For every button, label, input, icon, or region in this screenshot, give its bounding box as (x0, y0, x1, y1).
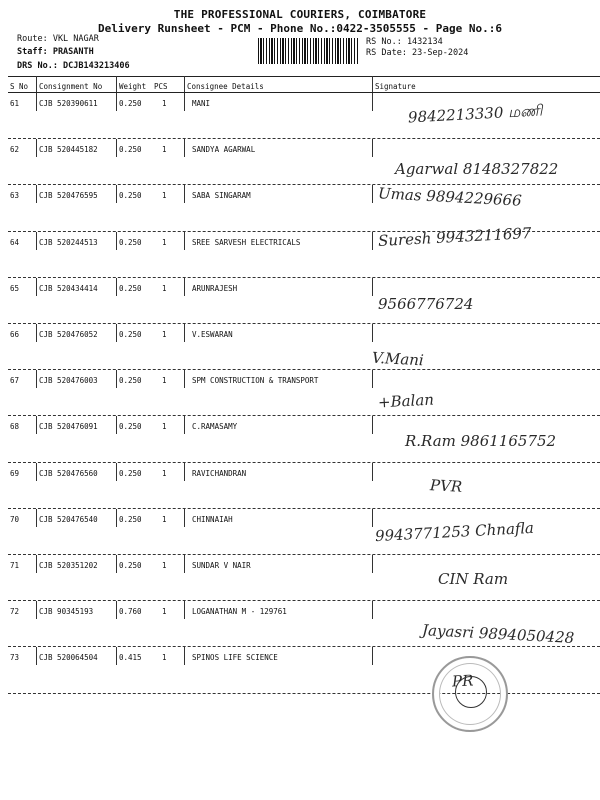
col-divider (36, 509, 37, 527)
row-weight: 0.250 (119, 283, 142, 293)
col-divider (116, 278, 117, 296)
row-separator (8, 646, 600, 647)
row-separator (8, 693, 600, 694)
row-signature: Umas 9894229666 (377, 184, 523, 210)
seal-center-mark (455, 676, 487, 708)
row-pcs: 1 (162, 376, 167, 386)
row-sno: 62 (10, 145, 20, 155)
col-divider (184, 416, 185, 434)
col-header-weight: Weight (119, 82, 147, 91)
col-divider (372, 416, 373, 434)
row-sno: 71 (10, 561, 20, 570)
row-consignment-no: CJB 520476540 (39, 514, 98, 524)
row-signature: 9566776724 (378, 295, 474, 313)
col-divider (116, 416, 117, 434)
row-separator (8, 415, 600, 416)
row-pcs: 1 (162, 145, 167, 155)
row-consignee: RAVICHANDRAN (192, 468, 247, 478)
row-consignment-no: CJB 520476091 (39, 422, 98, 432)
col-divider (184, 463, 185, 481)
col-divider (116, 463, 117, 481)
row-separator (8, 462, 600, 463)
row-consignment-no: CJB 520390611 (39, 99, 98, 108)
row-sno: 70 (10, 514, 20, 524)
col-divider (116, 324, 117, 342)
col-header-sno: S No (10, 82, 29, 91)
row-consignee: SABA SINGARAM (192, 191, 251, 201)
col-divider (116, 76, 117, 92)
col-divider (36, 601, 37, 619)
row-consignee: MANI (192, 99, 211, 108)
col-header-pcs: PCS (154, 82, 168, 91)
col-divider (184, 509, 185, 527)
row-weight: 0.250 (119, 468, 142, 478)
row-signature: Jayasri 9894050428 (421, 621, 575, 647)
col-divider (36, 232, 37, 250)
col-divider (116, 647, 117, 665)
row-signature: PVR (429, 476, 463, 496)
col-divider (372, 93, 373, 111)
row-pcs: 1 (162, 653, 167, 663)
row-separator (8, 184, 600, 185)
col-divider (184, 601, 185, 619)
col-divider (372, 232, 373, 250)
row-pcs: 1 (162, 99, 167, 108)
col-divider (372, 647, 373, 665)
row-consignment-no: CJB 520434414 (39, 283, 98, 293)
row-weight: 0.250 (119, 330, 142, 339)
row-consignee: SPM CONSTRUCTION & TRANSPORT (192, 376, 319, 386)
col-divider (184, 278, 185, 296)
row-sno: 73 (10, 653, 20, 663)
row-consignment-no: CJB 520476595 (39, 191, 98, 201)
col-divider (372, 324, 373, 342)
row-separator (8, 600, 600, 601)
row-signature: 9943771253 Chnafla (374, 518, 535, 546)
col-divider (372, 463, 373, 481)
col-divider (184, 76, 185, 92)
col-divider (184, 139, 185, 157)
row-sno: 61 (10, 99, 20, 108)
col-header-consignee: Consignee Details (187, 82, 264, 91)
company-title: THE PROFESSIONAL COURIERS, COIMBATORE (173, 8, 427, 21)
col-divider (372, 139, 373, 157)
col-divider (36, 463, 37, 481)
row-signature: CIN Ram (438, 570, 509, 588)
col-divider (36, 93, 37, 111)
row-signature: 9842213330 மணி (407, 101, 543, 127)
col-divider (116, 370, 117, 388)
row-sno: 65 (10, 283, 20, 293)
row-weight: 0.250 (119, 99, 142, 108)
row-consignee: SUNDAR V NAIR (192, 561, 251, 570)
col-header-consignment: Consignment No (39, 82, 103, 91)
row-separator (8, 323, 600, 324)
row-weight: 0.250 (119, 514, 142, 524)
row-pcs: 1 (162, 561, 167, 570)
rs-date: RS Date: 23-Sep-2024 (366, 48, 469, 58)
row-separator (8, 369, 600, 370)
row-consignee: ARUNRAJESH (192, 283, 238, 293)
row-pcs: 1 (162, 283, 167, 293)
row-sno: 64 (10, 237, 20, 247)
col-divider (116, 509, 117, 527)
row-consignment-no: CJB 520064504 (39, 653, 98, 663)
col-divider (116, 232, 117, 250)
route-label: Route: VKL NAGAR (17, 34, 99, 44)
col-divider (184, 232, 185, 250)
row-consignee: CHINNAIAH (192, 514, 233, 524)
row-sno: 72 (10, 607, 20, 617)
row-sno: 66 (10, 330, 20, 339)
col-divider (36, 647, 37, 665)
col-divider (116, 93, 117, 111)
col-divider (116, 555, 117, 573)
col-divider (372, 370, 373, 388)
rs-number: RS No.: 1432134 (366, 37, 443, 47)
row-separator (8, 277, 600, 278)
drs-label: DRS No.: DCJB143213406 (17, 61, 130, 71)
header-bottom-rule (8, 92, 600, 93)
row-weight: 0.415 (119, 653, 142, 663)
col-divider (36, 324, 37, 342)
barcode-graphic (258, 38, 358, 64)
row-consignment-no: CJB 520445182 (39, 145, 98, 155)
row-signature: R.Ram 9861165752 (405, 432, 557, 450)
col-divider (116, 139, 117, 157)
header-top-rule (8, 76, 600, 77)
col-divider (36, 139, 37, 157)
col-divider (372, 555, 373, 573)
row-signature: Agarwal 8148327822 (395, 160, 559, 178)
col-divider (116, 185, 117, 203)
col-divider (184, 185, 185, 203)
row-pcs: 1 (162, 468, 167, 478)
row-pcs: 1 (162, 330, 167, 339)
staff-label: Staff: PRASANTH (17, 47, 94, 57)
col-divider (116, 601, 117, 619)
row-weight: 0.760 (119, 607, 142, 617)
row-sno: 63 (10, 191, 20, 201)
row-sno: 69 (10, 468, 20, 478)
col-divider (184, 370, 185, 388)
col-divider (372, 185, 373, 203)
row-consignment-no: CJB 520244513 (39, 237, 98, 247)
row-signature: V.Mani (371, 348, 425, 370)
row-weight: 0.250 (119, 422, 142, 432)
row-signature: +Balan (377, 390, 435, 412)
row-consignment-no: CJB 520476560 (39, 468, 98, 478)
row-separator (8, 138, 600, 139)
row-weight: 0.250 (119, 191, 142, 201)
col-header-signature: Signature (375, 82, 416, 91)
row-consignment-no: CJB 520476052 (39, 330, 98, 339)
col-divider (184, 93, 185, 111)
row-weight: 0.250 (119, 561, 142, 570)
col-divider (36, 416, 37, 434)
col-divider (372, 509, 373, 527)
row-consignee: SREE SARVESH ELECTRICALS (192, 237, 301, 247)
runsheet-subtitle: Delivery Runsheet - PCM - Phone No.:0422-3505555 - Page No.:6 (98, 22, 502, 35)
row-consignee: LOGANATHAN M - 129761 (192, 607, 287, 617)
col-divider (372, 601, 373, 619)
row-pcs: 1 (162, 514, 167, 524)
col-divider (184, 647, 185, 665)
row-weight: 0.250 (119, 376, 142, 386)
col-divider (36, 185, 37, 203)
col-divider (372, 76, 373, 92)
col-divider (36, 278, 37, 296)
row-pcs: 1 (162, 237, 167, 247)
col-divider (36, 76, 37, 92)
row-consignee: C.RAMASAMY (192, 422, 238, 432)
row-sno: 67 (10, 376, 20, 386)
row-separator (8, 508, 600, 509)
row-signature: PR (451, 671, 474, 691)
row-consignee: SPINOS LIFE SCIENCE (192, 653, 278, 663)
row-signature: Suresh 9943211697 (377, 223, 532, 251)
row-weight: 0.250 (119, 145, 142, 155)
row-consignee: V.ESWARAN (192, 330, 233, 339)
col-divider (184, 555, 185, 573)
col-divider (36, 555, 37, 573)
col-divider (36, 370, 37, 388)
row-separator (8, 554, 600, 555)
row-pcs: 1 (162, 422, 167, 432)
row-consignment-no: CJB 520351202 (39, 561, 98, 570)
row-pcs: 1 (162, 191, 167, 201)
row-sno: 68 (10, 422, 20, 432)
row-pcs: 1 (162, 607, 167, 617)
row-consignment-no: CJB 520476003 (39, 376, 98, 386)
col-divider (184, 324, 185, 342)
row-weight: 0.250 (119, 237, 142, 247)
row-consignee: SANDYA AGARWAL (192, 145, 256, 155)
row-consignment-no: CJB 90345193 (39, 607, 94, 617)
col-divider (372, 278, 373, 296)
